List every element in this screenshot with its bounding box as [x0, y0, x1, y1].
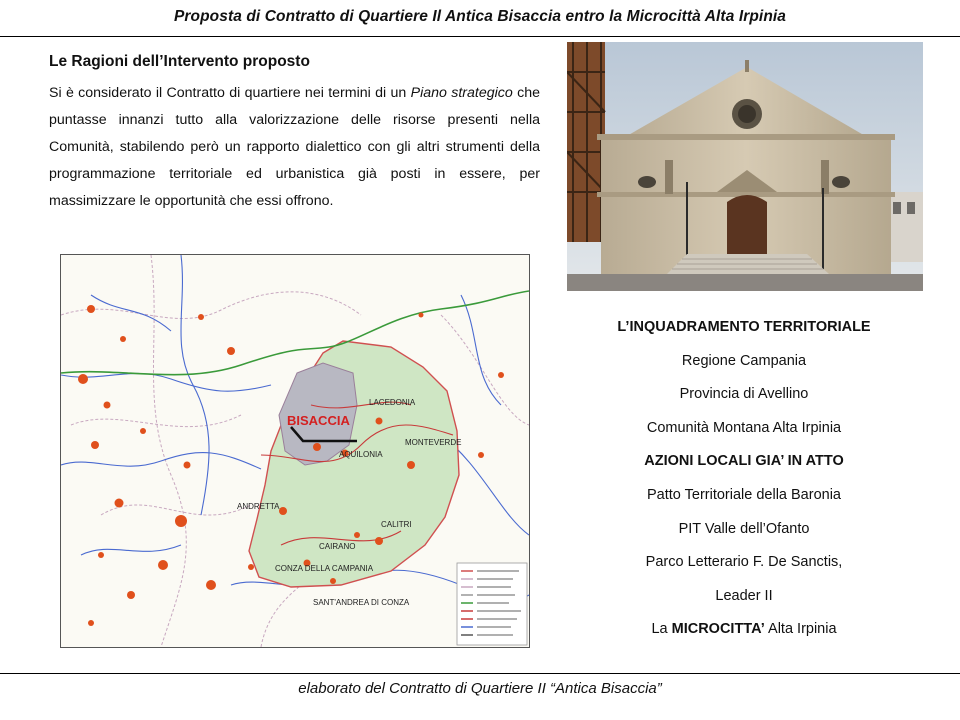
intro-paragraph: [49, 80, 540, 215]
action-item-5: [566, 613, 922, 647]
info-region: Regione Campania: [681, 352, 807, 369]
actions-heading: AZIONI LOCALI GIA’ IN ATTO: [644, 453, 844, 470]
action-item-1: Patto Territoriale della Baronia: [647, 486, 841, 503]
footer-divider: [0, 673, 960, 674]
map-label-cairano: CAIRANO: [319, 542, 356, 551]
action-item-5-suffix: Alta Irpinia: [764, 621, 837, 638]
map-illustration: [61, 255, 529, 647]
map-label-lacedonia: LACEDONIA: [369, 398, 416, 407]
footer-caption: elaborato del Contratto di Quartiere II “Antica Bisaccia”: [298, 680, 662, 697]
intro-text-emphasis: Piano strategico: [410, 85, 513, 101]
map-label-conza: CONZA DELLA CAMPANIA: [275, 564, 374, 573]
action-item-4: Leader II: [715, 587, 773, 604]
church-illustration: [567, 42, 923, 291]
action-item-3: Parco Letterario F. De Sanctis,: [645, 554, 843, 571]
section-title: Le Ragioni dell’Intervento proposto: [49, 53, 310, 70]
intro-text-a: Si è considerato il Contratto di quartiere nei termini di un: [49, 85, 411, 101]
action-item-2: PIT Valle dell’Ofanto: [678, 520, 810, 537]
action-item-5-bold: MICROCITTA’: [671, 621, 765, 638]
info-community: Comunità Montana Alta Irpinia: [646, 419, 842, 436]
map-label-santandrea: SANT'ANDREA DI CONZA: [313, 598, 410, 607]
intro-text-b: che puntasse innanzi tutto alla valorizzazione delle risorse presenti nella Comunità, stabilendo però un rapporto dialettico con gli altri strumenti della programmazione territoriale ed urbanistica già posti in essere, per massimizzare le opportunità che essi offrono.: [49, 85, 540, 209]
header-bar: [0, 0, 960, 37]
action-item-5-prefix: La: [651, 621, 672, 638]
page-title: Proposta di Contratto di Quartiere Il Antica Bisaccia entro la Microcittà Alta Irpinia: [173, 8, 787, 25]
map-label-aquilonia: AQUILONIA: [339, 450, 383, 459]
info-province: Provincia di Avellino: [679, 386, 809, 403]
territorial-info: [566, 311, 922, 647]
map-label-andretta: ANDRETTA: [237, 502, 280, 511]
church-photo: [567, 42, 923, 291]
map-label-monteverde: MONTEVERDE: [405, 438, 462, 447]
territorial-map: [60, 254, 530, 648]
map-label-calitri: CALITRI: [381, 520, 412, 529]
map-label-bisaccia: BISACCIA: [287, 413, 350, 428]
info-heading: L’INQUADRAMENTO TERRITORIALE: [617, 319, 871, 335]
